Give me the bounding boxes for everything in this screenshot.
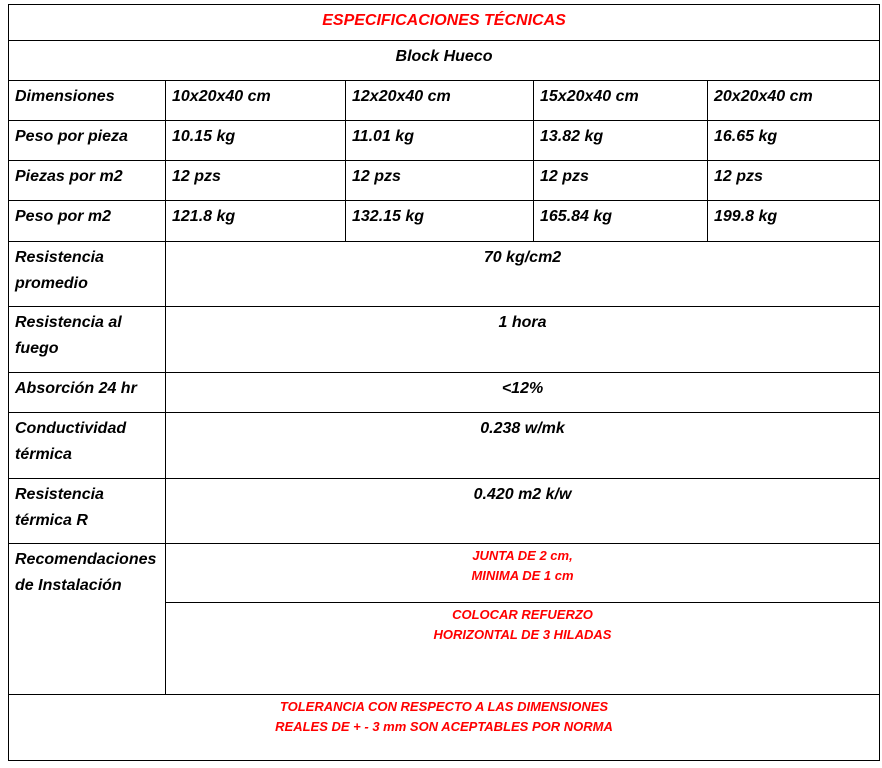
row-label-line: Recomendaciones xyxy=(15,551,157,568)
title-cell xyxy=(9,5,880,41)
value-text: 165.84 kg xyxy=(540,208,613,225)
value-text: 20x20x40 cm xyxy=(714,88,813,105)
recommendation-line: MINIMA DE 1 cm xyxy=(471,568,574,583)
label-cell xyxy=(9,307,166,373)
row-label xyxy=(9,413,165,468)
value-text: 70 kg/cm2 xyxy=(483,249,562,266)
spec-table xyxy=(8,4,880,761)
recommendation-line: HORIZONTAL DE 3 HILADAS xyxy=(433,627,612,642)
recommendation-cell xyxy=(166,603,880,695)
row-label xyxy=(9,544,165,599)
row-label: Peso por m2 xyxy=(15,208,112,225)
value-cell xyxy=(346,161,534,201)
value-cell xyxy=(708,161,880,201)
row-label-line: de Instalación xyxy=(15,577,122,594)
row-label-line: Resistencia al xyxy=(15,314,122,331)
table-subtitle: Block Hueco xyxy=(395,48,493,65)
value-cell xyxy=(166,161,346,201)
row-label: Dimensiones xyxy=(15,88,115,105)
value-cell xyxy=(534,201,708,242)
footer-row xyxy=(9,695,880,761)
row-label-line: promedio xyxy=(15,275,88,292)
row-label xyxy=(9,479,165,534)
value-text: 16.65 kg xyxy=(714,128,778,145)
value-cell xyxy=(166,479,880,544)
value-cell xyxy=(708,81,880,121)
row-peso-pieza xyxy=(9,121,880,161)
row-dimensiones xyxy=(9,81,880,121)
value-cell xyxy=(166,307,880,373)
value-text: 0.238 w/mk xyxy=(480,420,565,437)
value-cell xyxy=(534,161,708,201)
value-text: 12x20x40 cm xyxy=(352,88,451,105)
value-text: <12% xyxy=(501,380,544,397)
row-label xyxy=(9,307,165,362)
value-text: 121.8 kg xyxy=(172,208,236,225)
value-text: 12 pzs xyxy=(172,168,221,185)
value-cell xyxy=(346,121,534,161)
value-text: 0.420 m2 k/w xyxy=(473,486,572,503)
recommendation-line: JUNTA DE 2 cm, xyxy=(472,548,573,563)
row-conductividad xyxy=(9,413,880,479)
value-cell xyxy=(166,373,880,413)
label-cell xyxy=(9,81,166,121)
recommendation-text xyxy=(166,603,879,645)
footer-cell xyxy=(9,695,880,761)
row-absorcion xyxy=(9,373,880,413)
value-cell xyxy=(708,121,880,161)
value-text: 12 pzs xyxy=(540,168,589,185)
label-cell xyxy=(9,544,166,695)
value-cell xyxy=(166,242,880,307)
row-label-line: Resistencia xyxy=(15,249,104,266)
value-text: 199.8 kg xyxy=(714,208,778,225)
recommendation-text xyxy=(166,544,879,586)
row-resistencia-promedio xyxy=(9,242,880,307)
footer-line: TOLERANCIA CON RESPECTO A LAS DIMENSIONES xyxy=(279,699,609,714)
label-cell xyxy=(9,479,166,544)
subtitle-row xyxy=(9,41,880,81)
value-cell xyxy=(534,121,708,161)
value-cell xyxy=(166,121,346,161)
row-label: Piezas por m2 xyxy=(15,168,123,185)
value-cell xyxy=(166,81,346,121)
title-row xyxy=(9,5,880,41)
row-recomendaciones xyxy=(9,544,880,603)
value-cell xyxy=(534,81,708,121)
row-piezas-m2 xyxy=(9,161,880,201)
value-text: 132.15 kg xyxy=(352,208,425,225)
value-text: 12 pzs xyxy=(714,168,763,185)
value-text: 10x20x40 cm xyxy=(172,88,271,105)
footer-text xyxy=(9,695,879,737)
value-cell xyxy=(346,201,534,242)
recommendation-line: COLOCAR REFUERZO xyxy=(452,607,593,622)
value-text: 1 hora xyxy=(498,314,547,331)
label-cell xyxy=(9,161,166,201)
table-title: ESPECIFICACIONES TÉCNICAS xyxy=(322,12,566,29)
value-cell xyxy=(166,413,880,479)
row-label-line: Conductividad xyxy=(15,420,127,437)
value-cell xyxy=(166,201,346,242)
label-cell xyxy=(9,121,166,161)
label-cell xyxy=(9,413,166,479)
value-cell xyxy=(708,201,880,242)
row-label: Peso por pieza xyxy=(15,128,128,145)
row-resistencia-fuego xyxy=(9,307,880,373)
value-text: 13.82 kg xyxy=(540,128,604,145)
value-text: 10.15 kg xyxy=(172,128,236,145)
row-resistencia-termica xyxy=(9,479,880,544)
footer-line: REALES DE + - 3 mm SON ACEPTABLES POR NORMA xyxy=(275,719,613,734)
value-text: 12 pzs xyxy=(352,168,401,185)
row-label xyxy=(9,242,165,297)
value-cell xyxy=(346,81,534,121)
row-peso-m2 xyxy=(9,201,880,242)
recommendation-cell xyxy=(166,544,880,603)
subtitle-cell xyxy=(9,41,880,81)
label-cell xyxy=(9,201,166,242)
value-text: 11.01 kg xyxy=(352,128,414,145)
label-cell xyxy=(9,242,166,307)
row-label-line: Resistencia xyxy=(15,486,104,503)
row-label-line: fuego xyxy=(15,340,59,357)
value-text: 15x20x40 cm xyxy=(540,88,639,105)
label-cell xyxy=(9,373,166,413)
row-label-line: térmica R xyxy=(15,512,88,529)
row-label: Absorción 24 hr xyxy=(15,380,137,397)
row-label-line: térmica xyxy=(15,446,72,463)
